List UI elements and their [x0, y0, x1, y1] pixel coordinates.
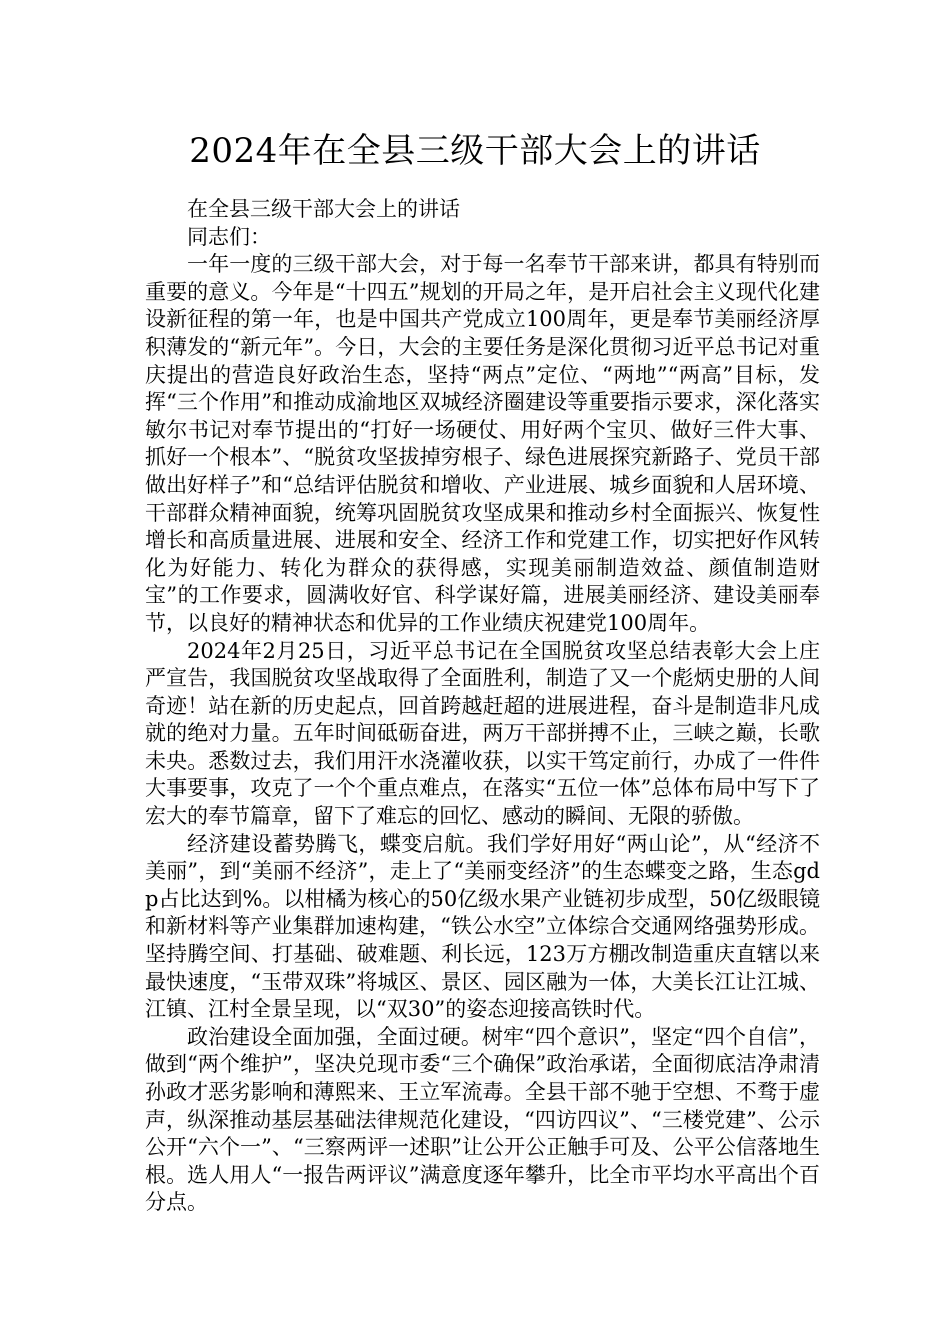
- document-body: [145, 196, 820, 1217]
- body-paragraph: 政治建设全面加强，全面过硬。树牢“四个意识”，坚定“四个自信”，做到“两个维护”，坚决兑现市委“三个确保”政治承诺，全面彻底洁净肃清孙政才恶劣影响和薄熙来、王立军流毒。全县干部不驰于空想、不骛于虚声，纵深推动基层基础法律规范化建设，“四访四议”、“三楼党建”、公示公开“六个一”、“三察两评一述职”让公开公正触手可及、公平公信落地生根。选人用人“一报告两评议”满意度逐年攀升，比全市平均水平高出个百分点。: [145, 1024, 820, 1215]
- body-paragraph: 2024年2月25日，习近平总书记在全国脱贫攻坚总结表彰大会上庄严宣告，我国脱贫攻坚战取得了全面胜利，制造了又一个彪炳史册的人间奇迹！站在新的历史起点，回首跨越赶超的进展进程，奋斗是制造非凡成就的绝对力量。五年时间砥砺奋进，两万干部拼搏不止，三峡之巅，长歌未央。悉数过去，我们用汗水浇灌收获，以实干笃定前行，办成了一件件大事要事，攻克了一个个重点难点，在落实“五位一体”总体布局中写下了宏大的奉节篇章，留下了难忘的回忆、感动的瞬间、无限的骄傲。: [145, 638, 820, 829]
- body-paragraph: 经济建设蓄势腾飞，蝶变启航。我们学好用好“两山论”，从“经济不美丽”，到“美丽不经济”，走上了“美丽变经济”的生态蝶变之路，生态gdp占比达到%。以柑橘为核心的50亿级水果产业链初步成型，50亿级眼镜和新材料等产业集群加速构建，“铁公水空”立体综合交通网络强势形成。坚持腾空间、打基础、破难题、利长远，123万方棚改制造重庆直辖以来最快速度，“玉带双珠”将城区、景区、园区融为一体，大美长江让江城、江镇、江村全景呈现，以“双30”的姿态迎接高铁时代。: [145, 831, 820, 1022]
- document-title: 2024年在全县三级干部大会上的讲话: [189, 131, 761, 171]
- document-subtitle: 在全县三级干部大会上的讲话: [187, 197, 460, 221]
- salutation: 同志们：: [187, 224, 271, 249]
- body-paragraph: 一年一度的三级干部大会，对于每一名奉节干部来讲，都具有特别而重要的意义。今年是“十四五”规划的开局之年，是开启社会主义现代化建设新征程的第一年，也是中国共产党成立100周年，更是奉节美丽经济厚积薄发的“新元年”。今日，大会的主要任务是深化贯彻习近平总书记对重庆提出的营造良好政治生态，坚持“两点”定位、“两地”“两高”目标，发挥“三个作用”和推动成渝地区双城经济圈建设等重要指示要求，深化落实敏尔书记对奉节提出的“打好一场硬仗、用好两个宝贝、做好三件大事、抓好一个根本”、“脱贫攻坚拔掉穷根子、绿色进展探究新路子、党员干部做出好样子”和“总结评估脱贫和增收、产业进展、城乡面貌和人居环境、干部群众精神面貌，统筹巩固脱贫攻坚成果和推动乡村全面振兴、恢复性增长和高质量进展、进展和安全、经济工作和党建工作，切实把好作风转化为好能力、转化为群众的获得感，实现美丽制造效益、颜值制造财宝”的工作要求，圆满收好官、科学谋好篇，进展美丽经济、建设美丽奉节，以良好的精神状态和优异的工作业绩庆祝建党100周年。: [145, 252, 820, 635]
